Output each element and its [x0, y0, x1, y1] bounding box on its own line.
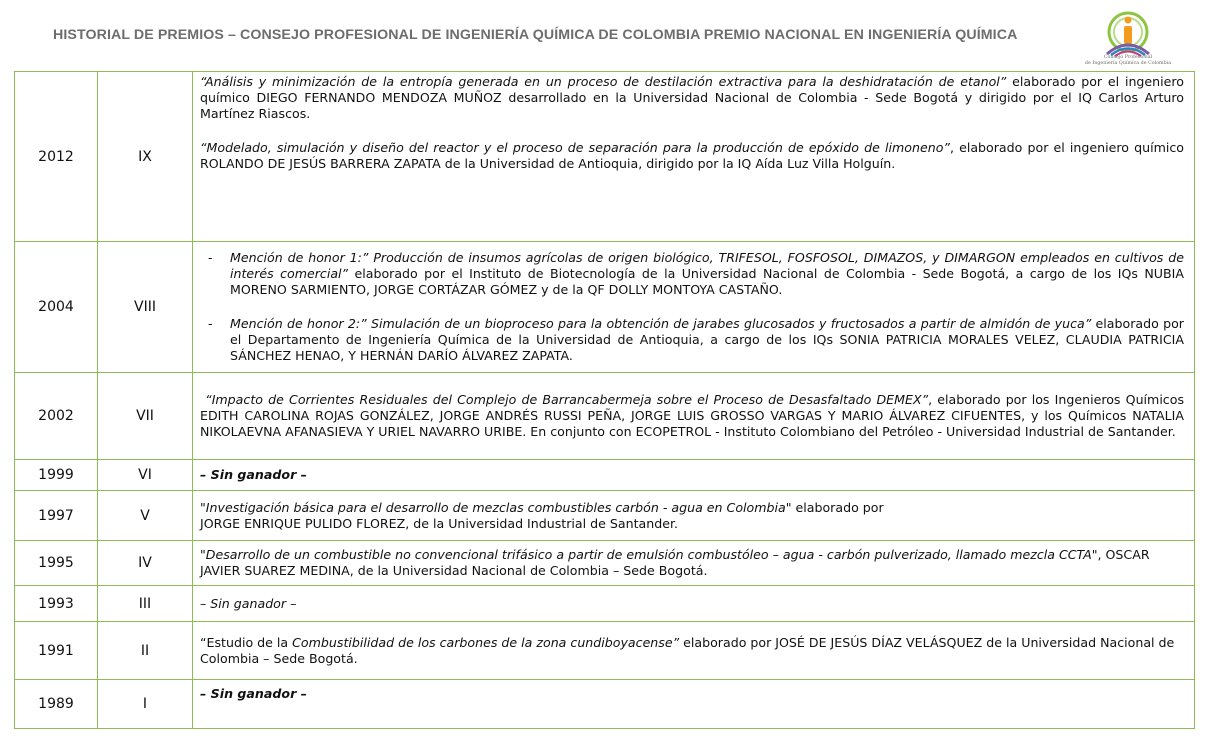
year-cell: 1997	[15, 491, 98, 541]
award-entry: "Investigación básica para el desarrollo de mezclas combustibles carbón - agua en Colombia" elaborado por	[200, 499, 884, 515]
award-description	[193, 680, 1195, 729]
logo-caption: Consejo Profesional de Ingeniería Química de Colombia	[1084, 55, 1172, 66]
year-cell: 2012	[15, 72, 98, 242]
award-entry: “Modelado, simulación y diseño del reactor y el proceso de separación para la producción de epóxido de limoneno”, elaborado por el ingeniero químico ROLANDO DE JESÚS BARRERA ZAPATA de la Universidad de Antioquia, dirigido por la IQ Aída Luz Villa Holguín.	[200, 140, 1184, 171]
table-row	[15, 491, 1195, 541]
page-header	[0, 0, 1206, 72]
award-description	[193, 586, 1195, 622]
table-row	[15, 586, 1195, 622]
page-title: HISTORIAL DE PREMIOS – CONSEJO PROFESIONAL DE INGENIERÍA QUÍMICA DE COLOMBIA PREMIO NACIONAL EN INGENIERÍA QUÍMICA	[53, 27, 1018, 43]
edition-cell: IX	[98, 72, 193, 242]
table-row	[15, 680, 1195, 729]
awards-table	[14, 71, 1195, 729]
table-row	[15, 460, 1195, 491]
year-cell: 1993	[15, 586, 98, 622]
award-entry: “Impacto de Corrientes Residuales del Complejo de Barrancabermeja sobre el Proceso de Desasfaltado DEMEX”, elaborado por los Ingenieros Químicos EDITH CAROLINA ROJAS GONZÁLEZ, JORGE ANDRÉS RUSSI PEÑA, JORGE LUIS GROSSO VARGAS Y MARIO ÁLVAREZ CIFUENTES, y los Químicos NATALIA NIKOLAEVNA AFANASIEVA Y URIEL NAVARRO URIBE. En conjunto con ECOPETROL - Instituto Colombiano del Petróleo - Universidad Industrial de Santander.	[200, 392, 1185, 439]
award-entry: "Desarrollo de un combustible no convencional trifásico a partir de emulsión combustóleo – agua - carbón pulverizado, llamado mezcla CCTA", OSCAR JAVIER SUAREZ MEDINA, de la Universidad Nacional de Colombia – Sede Bogotá.	[200, 547, 1150, 578]
edition-cell: III	[98, 586, 193, 622]
award-description	[193, 460, 1195, 491]
edition-cell: VIII	[98, 242, 193, 373]
year-cell: 2002	[15, 373, 98, 460]
year-cell: 1991	[15, 622, 98, 680]
table-row	[15, 541, 1195, 586]
list-item: - Mención de honor 2:” Simulación de un bioproceso para la obtención de jarabes glucosados y fructosados a partir de almidón de yuca” elaborado por el Departamento de Ingeniería Química de la Universidad de Antioquia, a cargo de los IQs SONIA PATRICIA MORALES VELEZ, CLAUDIA PATRICIA SÁNCHEZ HENAO, Y HERNÁN DARÍO ÁLVAREZ ZAPATA.	[208, 316, 1184, 363]
award-description	[193, 373, 1195, 460]
year-cell: 1995	[15, 541, 98, 586]
table-row	[15, 72, 1195, 242]
edition-cell: IV	[98, 541, 193, 586]
award-description	[193, 72, 1195, 242]
table-row	[15, 373, 1195, 460]
no-winner-label: – Sin ganador –	[200, 467, 307, 482]
no-winner-label: – Sin ganador –	[200, 595, 297, 611]
edition-cell: V	[98, 491, 193, 541]
award-description: "Investigación básica para el desarrollo de mezclas combustibles carbón - agua en Colombia" elaborado por JORGE ENRIQUE PULIDO FLOREZ, de la Universidad Industrial de Santander.	[193, 491, 1195, 541]
edition-cell: I	[98, 680, 193, 729]
list-item: - Mención de honor 1:” Producción de insumos agrícolas de origen biológico, TRIFESOL, FOSFOSOL, DIMAZOS, y DIMARGON empleados en cultivos de interés comercial” elaborado por el Instituto de Biotecnología de la Universidad Nacional de Colombia - Sede Bogotá, a cargo de los IQs NUBIA MORENO SARMIENTO, JORGE CORTÁZAR GÓMEZ y de la QF DOLLY MONTOYA CASTAÑO.	[208, 250, 1184, 297]
year-cell: 1989	[15, 680, 98, 729]
award-description	[193, 541, 1195, 586]
edition-cell: VI	[98, 460, 193, 491]
table-row	[15, 622, 1195, 680]
table-row	[15, 242, 1195, 373]
year-cell: 1999	[15, 460, 98, 491]
award-description	[193, 622, 1195, 680]
award-entry: “Análisis y minimización de la entropía generada en un proceso de destilación extractiva para la deshidratación de etanol” elaborado por el ingeniero químico DIEGO FERNANDO MENDOZA MUÑOZ desarrollado en la Universidad Nacional de Colombia - Sede Bogotá y dirigido por el IQ Carlos Arturo Martínez Riascos.	[200, 74, 1184, 121]
edition-cell: VII	[98, 373, 193, 460]
award-description	[193, 242, 1195, 373]
year-cell: 2004	[15, 242, 98, 373]
no-winner-label: – Sin ganador –	[200, 686, 307, 701]
award-entry: “Estudio de la Combustibilidad de los carbones de la zona cundiboyacense” elaborado por JOSÉ DE JESÚS DÍAZ VELÁSQUEZ de la Universidad Nacional de Colombia – Sede Bogotá.	[200, 634, 1175, 666]
edition-cell: II	[98, 622, 193, 680]
